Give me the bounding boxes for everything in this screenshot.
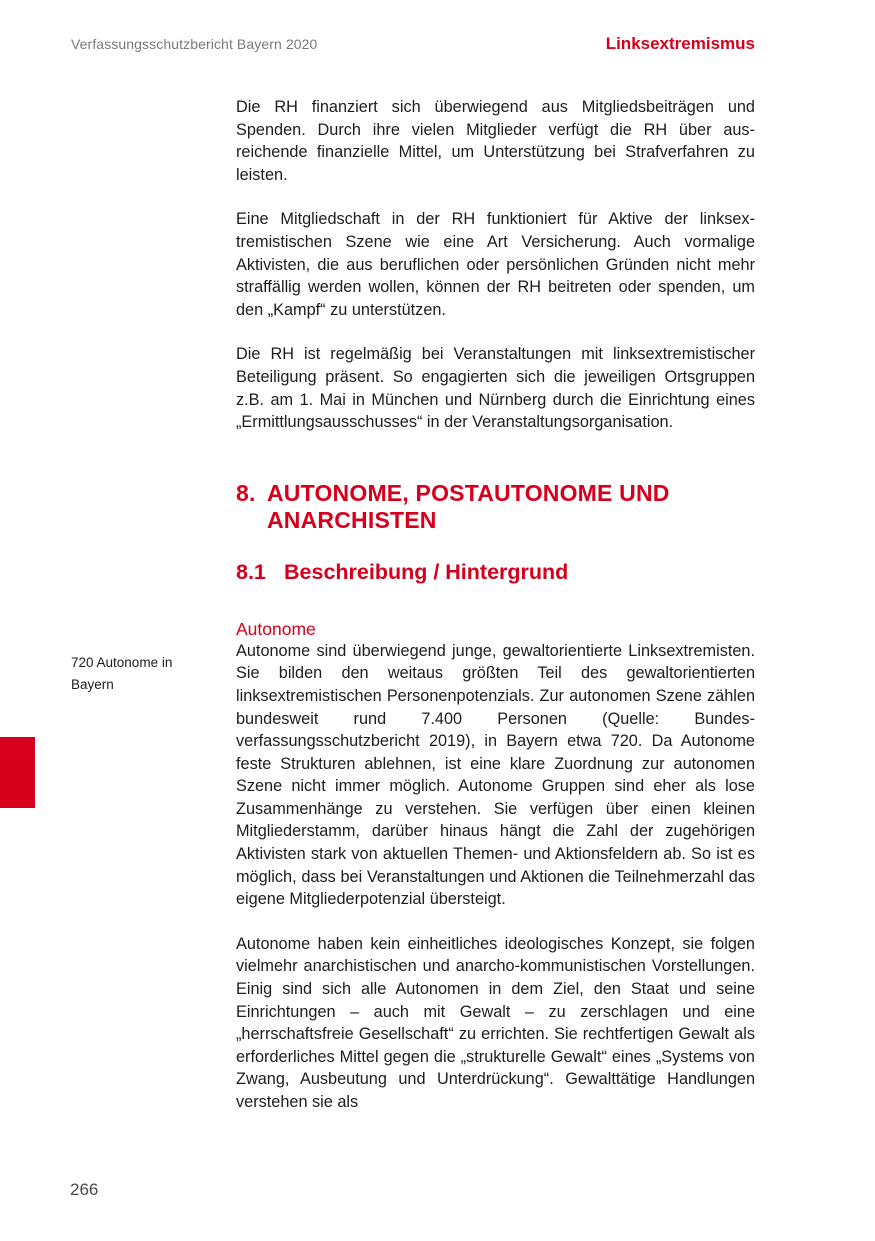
- subsection-number: 8.1: [236, 559, 266, 584]
- subsection-title: Beschreibung / Hintergrund: [284, 559, 569, 584]
- running-header-section: Linksextremismus: [605, 34, 755, 53]
- paragraph-rh-membership: Eine Mitgliedschaft in der RH funktioniert für Aktive der linksextremistischen Szene wie eine Art Versicherung. Auch vormalige Aktivisten, die aus beruflichen oder persönlichen Gründen nicht mehr straffällig werden wollen, können der RH beitreten oder spenden, um den „Kampf“ zu unterstützen.: [236, 210, 755, 319]
- paragraph-rh-financing: Die RH finanziert sich überwiegend aus Mitgliedsbeiträgen und Spenden. Durch ihre vielen Mitglieder verfügt die RH über ausreichende finanzielle Mittel, um Unterstützung bei Strafverfahren zu leisten.: [236, 98, 755, 184]
- chapter-thumb-tab: [0, 737, 35, 808]
- running-header-title: Verfassungsschutzbericht Bayern 2020: [71, 36, 318, 52]
- paragraph-autonome-description: Autonome sind überwiegend junge, gewaltorientierte Linksextremisten. Sie bilden den weitaus größten Teil des gewaltorientierten linksextremistischen Personenpotenzials. Zur autonomen Szene zählen bundesweit rund 7.400 Personen (Quelle: Bundesverfassungsschutzbericht 2019), in Bayern etwa 720. Da Autonome feste Strukturen ablehnen, ist eine klare Zuordnung zur autonomen Szene nicht immer möglich. Autonome Gruppen sind eher als lose Zusammenhänge zu verstehen. Sie verfügen über einen kleinen Mitgliederstamm, darüber hinaus hängt die Zahl der zugehörigen Aktivisten stark von aktuellen Themen- und Aktionsfeldern ab. So ist es möglich, dass bei Veranstaltungen und Aktionen die Teilnehmerzahl das eigene Mitgliederpotenzial übersteigt.: [236, 641, 755, 909]
- section-number: 8.: [236, 479, 256, 506]
- section-title: AUTONOME, POSTAUTONOME UND ANARCHISTEN: [267, 479, 670, 533]
- page-number: 266: [70, 1180, 99, 1199]
- paragraph-rh-events: Die RH ist regelmäßig bei Veranstaltungen mit linksextremistischer Beteiligung präsent. So engagierten sich die jeweiligen Ortsgruppen z.B. am 1. Mai in München und Nürnberg durch die Einrichtung eines „Ermittlungsausschusses“ in der Veranstaltungsorganisation.: [236, 345, 755, 432]
- section-heading: [236, 480, 755, 534]
- margin-note: 720 Autonome in Bayern: [71, 655, 173, 692]
- main-text-column: [236, 96, 755, 1136]
- subheading-autonome: Autonome: [236, 618, 316, 639]
- subsection-heading: [236, 559, 755, 586]
- paragraph-autonome-ideology: Autonome haben kein einheitliches ideologisches Konzept, sie folgen vielmehr anarchistischen und anarcho-kommunistischen Vorstellungen. Einig sind sich alle Autonomen in dem Ziel, den Staat und seine Einrichtungen – auch mit Gewalt – zu zerschlagen und eine „herrschaftsfreie Gesellschaft“ zu errichten. Sie rechtfertigen Gewalt als erforderliches Mittel gegen die „strukturelle Gewalt“ eines „Systems von Zwang, Ausbeutung und Unterdrückung“. Gewalttätige Handlungen verstehen sie als: [236, 934, 755, 1111]
